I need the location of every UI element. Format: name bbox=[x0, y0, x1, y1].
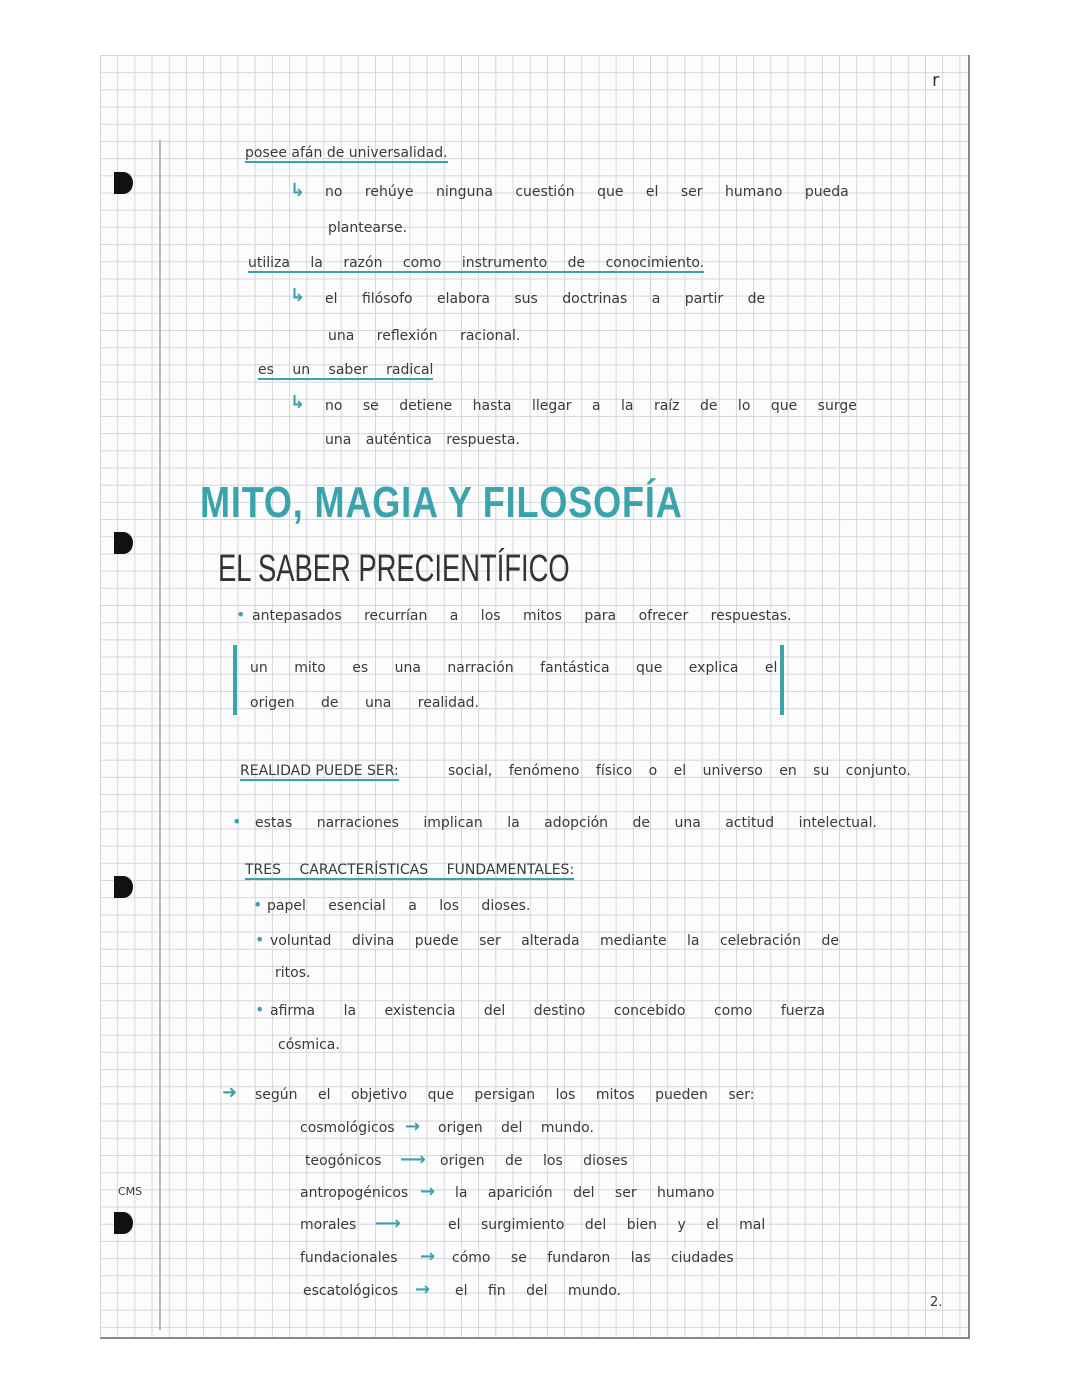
characteristic-1: papel esencial a los dioses. bbox=[267, 898, 531, 914]
intro-line-1-sub: no rehúye ninguna cuestión que el ser humano pueda bbox=[325, 184, 849, 200]
arrow-right-icon: → bbox=[415, 1279, 431, 1300]
intro-line-3-sub2: una auténtica respuesta. bbox=[325, 432, 520, 448]
intro-line-2-sub2: una reflexión racional. bbox=[328, 328, 521, 344]
arrow-right-icon: → bbox=[420, 1246, 436, 1267]
type-name: fundacionales bbox=[300, 1250, 398, 1266]
intro-line-3: es un saber radical bbox=[258, 362, 434, 378]
characteristic-3b: cósmica. bbox=[278, 1037, 340, 1053]
page-number: 2. bbox=[930, 1295, 943, 1310]
type-name: morales bbox=[300, 1217, 357, 1233]
bullet-icon: • bbox=[255, 930, 265, 949]
tres-label: TRES CARACTERÍSTICAS FUNDAMENTALES: bbox=[245, 862, 575, 878]
arrow-icon: ↳ bbox=[290, 180, 306, 201]
characteristic-2b: ritos. bbox=[275, 965, 311, 981]
intro-line-3-sub: no se detiene hasta llegar a la raíz de lo que surge bbox=[325, 398, 857, 414]
characteristic-3: afirma la existencia del destino concebido como fuerza bbox=[270, 1003, 825, 1019]
type-desc: cómo se fundaron las ciudades bbox=[452, 1250, 734, 1266]
mito-definition-2: origen de una realidad. bbox=[250, 695, 479, 711]
type-desc: origen del mundo. bbox=[438, 1120, 594, 1136]
type-name: escatológicos bbox=[303, 1283, 399, 1299]
arrow-right-icon: ⟶ bbox=[375, 1213, 401, 1234]
paragraph-antepasados: antepasados recurrían a los mitos para ofrecer respuestas. bbox=[252, 608, 792, 624]
segun-line: según el objetivo que persigan los mitos pueden ser: bbox=[255, 1087, 755, 1103]
vine-bracket-icon bbox=[780, 645, 784, 715]
characteristic-2: voluntad divina puede ser alterada mediante la celebración de bbox=[270, 933, 839, 949]
binder-hole bbox=[114, 1212, 133, 1234]
intro-line-1-sub2: plantearse. bbox=[328, 220, 408, 236]
binder-hole bbox=[114, 876, 133, 898]
realidad-label: REALIDAD PUEDE SER: bbox=[240, 763, 399, 779]
margin-note: CMS bbox=[118, 1185, 143, 1198]
binder-hole bbox=[114, 532, 133, 554]
type-desc: origen de los dioses bbox=[440, 1153, 628, 1169]
realidad-text: social, fenómeno físico o el universo en su conjunto. bbox=[448, 763, 911, 779]
vine-bracket-icon bbox=[233, 645, 237, 715]
paragraph-narraciones: estas narraciones implican la adopción de una actitud intelectual. bbox=[255, 815, 877, 831]
arrow-right-icon: ⟶ bbox=[400, 1149, 426, 1170]
intro-line-2: utiliza la razón como instrumento de conocimiento. bbox=[248, 255, 705, 271]
mito-definition-1: un mito es una narración fantástica que explica el bbox=[250, 660, 778, 676]
bullet-icon: • bbox=[232, 812, 242, 831]
arrow-icon: ↳ bbox=[290, 392, 306, 413]
corner-mark: r bbox=[932, 70, 940, 91]
bullet-icon: • bbox=[236, 605, 246, 624]
type-desc: el surgimiento del bien y el mal bbox=[448, 1217, 766, 1233]
intro-line-2-sub: el filósofo elabora sus doctrinas a partir de bbox=[325, 291, 766, 307]
notebook-page bbox=[100, 55, 970, 1339]
section-subtitle: EL SABER PRECIENTÍFICO bbox=[218, 548, 570, 590]
type-name: antropogénicos bbox=[300, 1185, 409, 1201]
binder-hole bbox=[114, 172, 133, 194]
page-title: MITO, MAGIA Y FILOSOFÍA bbox=[200, 478, 683, 527]
intro-line-1: posee afán de universalidad. bbox=[245, 145, 448, 161]
type-name: cosmológicos bbox=[300, 1120, 395, 1136]
type-desc: el fin del mundo. bbox=[455, 1283, 621, 1299]
bullet-icon: • bbox=[253, 895, 263, 914]
type-desc: la aparición del ser humano bbox=[455, 1185, 715, 1201]
type-name: teogónicos bbox=[305, 1153, 382, 1169]
arrow-right-icon: ➜ bbox=[222, 1082, 238, 1103]
arrow-right-icon: → bbox=[420, 1181, 436, 1202]
bullet-icon: • bbox=[255, 1000, 265, 1019]
arrow-icon: ↳ bbox=[290, 285, 306, 306]
margin-line bbox=[159, 140, 161, 1330]
arrow-right-icon: → bbox=[405, 1116, 421, 1137]
